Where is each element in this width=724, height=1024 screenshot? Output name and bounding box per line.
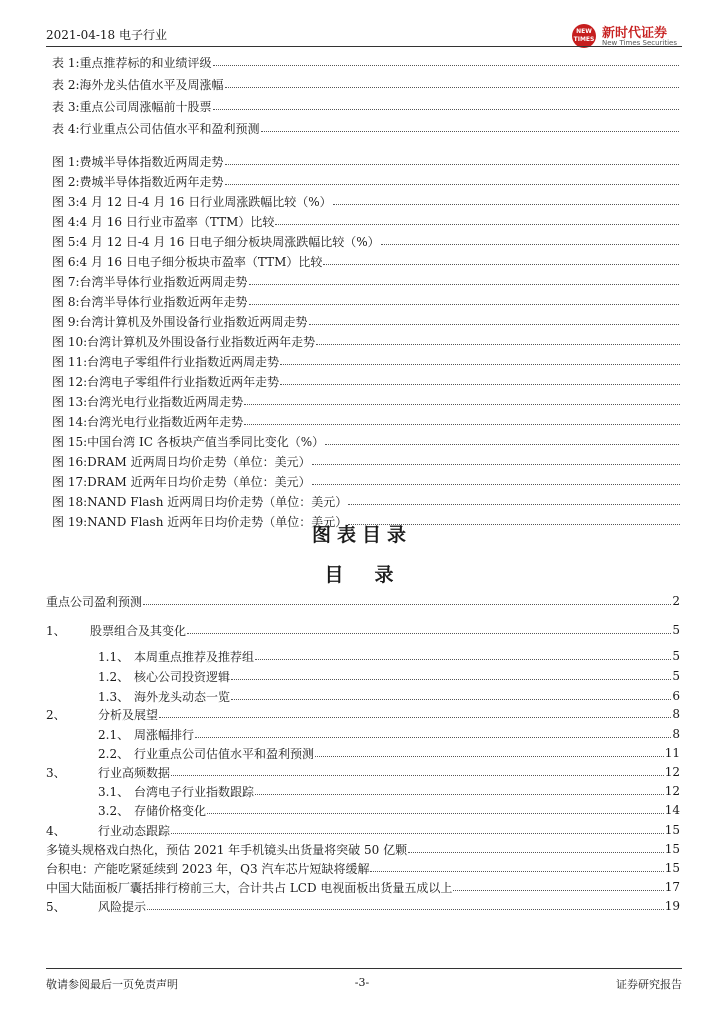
table-list-item[interactable] [0,74,680,94]
entry-label: 图 9: [52,314,80,329]
entry-label: 1、 [46,623,66,638]
leader-dots [249,283,680,285]
toc-entry[interactable] [0,896,724,916]
entry-page: 15 [664,823,680,837]
entry-title: 重点推荐标的和业绩评级 [79,55,212,70]
header-date-industry: 2021-04-18 电子行业 [46,28,168,42]
entry-label: 3、 [46,765,66,780]
entry-title: 台湾电子零组件行业指数近两年走势 [87,374,280,389]
entry-title: 多镜头规格戏白热化，预估 2021 年手机镜头出货量将突破 50 亿颗 [46,842,408,857]
entry-label: 3.1、 [98,784,130,799]
figure-list-item[interactable] [0,211,680,231]
figure-list-item[interactable] [0,271,680,291]
entry-label: 2.2、 [98,746,130,761]
figure-list-item[interactable] [0,491,680,511]
entry-page: 8 [672,727,680,741]
figure-list-item[interactable] [0,431,680,451]
entry-title: 行业高频数据 [98,765,171,780]
entry-label: 表 3: [52,99,80,114]
leader-dots [370,870,663,872]
entry-page: 5 [672,649,680,663]
leader-dots [225,183,680,185]
figure-list-item[interactable] [0,291,680,311]
entry-title: 行业动态跟踪 [98,823,171,838]
leader-dots [325,443,680,445]
figure-list-item[interactable] [0,311,680,331]
figure-list-item[interactable] [0,411,680,431]
leader-dots [244,423,680,425]
entry-title: 海外龙头动态一览 [134,689,231,704]
entry-label: 图 10: [52,334,88,349]
entry-title: DRAM 近两周日均价走势（单位：美元） [87,454,311,469]
logo-english-name: New Times Securities [602,39,677,47]
entry-label: 2、 [46,707,66,722]
leader-dots [315,755,664,757]
entry-title: NAND Flash 近两周日均价走势（单位：美元） [87,494,348,509]
logo-chinese-name: 新时代证券 [602,26,668,41]
leader-dots [280,383,680,385]
entry-label: 5、 [46,899,66,914]
entry-page: 11 [664,746,680,760]
leader-dots [147,908,664,910]
entry-title: 台湾计算机及外围设备行业指数近两周走势 [79,314,308,329]
table-list-item[interactable] [0,96,680,116]
figure-list-item[interactable] [0,471,680,491]
entry-label: 图 4: [52,214,80,229]
entry-title: 台湾电子行业指数跟踪 [134,784,255,799]
entry-title: 分析及展望 [98,707,159,722]
toc-entry[interactable] [0,781,724,801]
entry-title: 重点公司盈利预测 [46,594,143,609]
entry-title: 风险提示 [98,899,147,914]
entry-page: 5 [672,669,680,683]
toc-entry[interactable] [0,858,724,878]
entry-label: 表 2: [52,77,80,92]
entry-title: 4 月 12 日-4 月 16 日电子细分板块周涨跌幅比较（%） [79,234,380,249]
entry-label: 图 19: [52,514,88,529]
entry-label: 图 13: [52,394,88,409]
entry-title: 台湾电子零组件行业指数近两周走势 [87,354,280,369]
figure-toc-title: 图表目录 [311,524,412,546]
leader-dots [171,774,664,776]
entry-title: 台湾光电行业指数近两周走势 [87,394,244,409]
toc-entry[interactable] [0,800,724,820]
toc-entry[interactable] [0,666,724,686]
entry-title: 行业重点公司估值水平和盈利预测 [134,746,315,761]
entry-page: 12 [664,784,680,798]
figure-list-item[interactable] [0,151,680,171]
entry-title: 本周重点推荐及推荐组 [134,649,255,664]
entry-title: DRAM 近两年日均价走势（单位：美元） [87,474,311,489]
entry-title: 行业重点公司估值水平和盈利预测 [79,121,260,136]
entry-title: 台湾半导体行业指数近两周走势 [79,274,248,289]
leader-dots [312,483,680,485]
leader-dots [231,698,671,700]
figure-list-item[interactable] [0,171,680,191]
footer-page-number: -3- [354,976,370,989]
entry-label: 2.1、 [98,727,130,742]
entry-label: 表 4: [52,121,80,136]
entry-title: 中国大陆面板厂囊括排行榜前三大，合计共占 LCD 电视面板出货量五成以上 [46,880,453,895]
leader-dots [280,363,680,365]
entry-label: 图 15: [52,434,88,449]
entry-label: 3.2、 [98,803,130,818]
entry-page: 15 [664,861,680,875]
figure-list-item[interactable] [0,391,680,411]
entry-title: 台湾光电行业指数近两年走势 [87,414,244,429]
leader-dots [195,736,671,738]
leader-dots [453,889,663,891]
toc-entry[interactable] [0,620,724,640]
leader-dots [408,851,664,853]
entry-title: 中国台湾 IC 各板块产值当季同比变化（%） [87,434,325,449]
entry-title: 重点公司周涨幅前十股票 [79,99,212,114]
leader-dots [323,263,680,265]
toc-entry[interactable] [0,877,724,897]
entry-label: 图 18: [52,494,88,509]
leader-dots [316,343,680,345]
leader-dots [381,243,680,245]
leader-dots [225,163,680,165]
figure-list-item[interactable] [0,451,680,471]
entry-label: 图 8: [52,294,80,309]
leader-dots [348,503,680,505]
entry-title: 核心公司投资逻辑 [134,669,231,684]
entry-label: 图 17: [52,474,88,489]
leader-dots [159,716,671,718]
entry-label: 图 7: [52,274,80,289]
entry-title: 4 月 16 日行业市盈率（TTM）比较 [79,214,275,229]
toc-entry[interactable] [0,724,724,744]
entry-title: 费城半导体指数近两年走势 [79,174,224,189]
entry-label: 1.1、 [98,649,130,664]
entry-label: 图 12: [52,374,88,389]
figure-list-item[interactable] [0,231,680,251]
leader-dots [207,812,664,814]
toc-entry[interactable] [0,704,724,724]
entry-label: 1.2、 [98,669,130,684]
leader-dots [255,658,671,660]
entry-label: 图 2: [52,174,80,189]
entry-title: 4 月 12 日-4 月 16 日行业周涨跌幅比较（%） [79,194,332,209]
entry-title: 台湾半导体行业指数近两年走势 [79,294,248,309]
leader-dots [171,832,664,834]
entry-label: 表 1: [52,55,80,70]
toc-entry[interactable] [0,820,724,840]
entry-label: 4、 [46,823,66,838]
toc-title: 目 录 [324,564,400,586]
entry-title: 股票组合及其变化 [90,623,187,638]
entry-label: 图 11: [52,354,88,369]
table-list-item[interactable] [0,118,680,138]
entry-label: 图 5: [52,234,80,249]
entry-label: 图 16: [52,454,88,469]
entry-page: 8 [672,707,680,721]
toc-entry[interactable] [0,839,724,859]
entry-title: 周涨幅排行 [134,727,195,742]
leader-dots [244,403,680,405]
entry-page: 15 [664,842,680,856]
logo-badge-icon: NEW TIMES [572,24,596,48]
toc-entry[interactable] [0,591,724,611]
leader-dots [261,130,680,132]
figure-list-item[interactable] [0,331,680,351]
entry-title: 4 月 16 日电子细分板块市盈率（TTM）比较 [79,254,323,269]
toc-entry[interactable] [0,762,724,782]
entry-title: NAND Flash 近两年日均价走势（单位：美元） [87,514,348,529]
leader-dots [309,323,680,325]
entry-title: 台湾计算机及外围设备行业指数近两年走势 [87,334,316,349]
table-list-item[interactable] [0,52,680,72]
entry-title: 费城半导体指数近两周走势 [79,154,224,169]
entry-page: 6 [672,689,680,703]
entry-page: 5 [672,623,680,637]
leader-dots [213,108,680,110]
figure-list-item[interactable] [0,251,680,271]
figure-list-item[interactable] [0,191,680,211]
leader-dots [143,603,671,605]
figure-list-item[interactable] [0,371,680,391]
entry-title: 台积电：产能吃紧延续到 2023 年，Q3 汽车芯片短缺将缓解 [46,861,370,876]
entry-title: 海外龙头估值水平及周涨幅 [79,77,224,92]
entry-label: 图 14: [52,414,88,429]
entry-label: 图 3: [52,194,80,209]
leader-dots [225,86,680,88]
footer-report-type: 证券研究报告 [616,978,682,991]
toc-entry[interactable] [0,646,724,666]
toc-entry[interactable] [0,743,724,763]
entry-label: 图 6: [52,254,80,269]
leader-dots [275,223,680,225]
toc-entry[interactable] [0,686,724,706]
leader-dots [249,303,680,305]
entry-page: 19 [664,899,680,913]
leader-dots [333,203,680,205]
leader-dots [187,632,671,634]
entry-page: 14 [664,803,680,817]
entry-page: 2 [672,594,680,608]
footer-divider [46,968,682,969]
entry-title: 存储价格变化 [134,803,207,818]
leader-dots [312,463,680,465]
leader-dots [255,793,664,795]
figure-list-item[interactable] [0,351,680,371]
entry-label: 图 1: [52,154,80,169]
entry-label: 1.3、 [98,689,130,704]
leader-dots [213,64,680,66]
entry-page: 17 [664,880,680,894]
footer-disclaimer[interactable]: 敬请参阅最后一页免责声明 [46,978,178,991]
entry-page: 12 [664,765,680,779]
leader-dots [231,678,671,680]
